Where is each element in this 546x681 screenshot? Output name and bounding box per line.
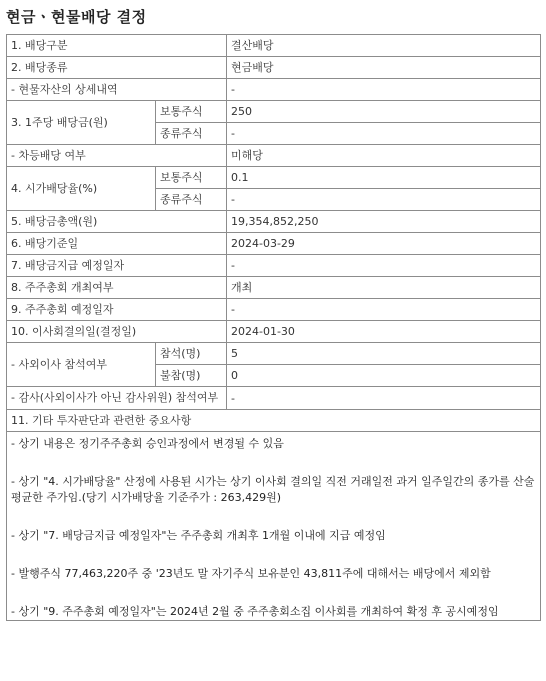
row-value: 0.1	[227, 167, 541, 189]
table-row	[7, 255, 541, 277]
row-label: 2. 배당종류	[7, 57, 227, 79]
table-row	[7, 410, 541, 432]
row-value: -	[227, 189, 541, 211]
row-label: - 현물자산의 상세내역	[7, 79, 227, 101]
row-label: 7. 배당금지급 예정일자	[7, 255, 227, 277]
row-label: 9. 주주총회 예정일자	[7, 299, 227, 321]
row-value: 현금배당	[227, 57, 541, 79]
note-text: - 상기 내용은 정기주주총회 승인과정에서 변경될 수 있음	[11, 437, 284, 450]
table-row	[7, 211, 541, 233]
common-share-label: 보통주식	[156, 167, 227, 189]
table-row	[7, 167, 541, 189]
row-label: 4. 시가배당율(%)	[7, 167, 156, 211]
table-row	[7, 387, 541, 410]
row-value: 5	[227, 343, 541, 365]
note-text: - 상기 "9. 주주총회 예정일자"는 2024년 2월 중 주주총회소집 이사회를 개최하여 확정 후 공시예정임	[11, 605, 499, 618]
row-label: - 사외이사 참석여부	[7, 343, 156, 387]
disclosure-table	[6, 34, 541, 621]
row-value: 0	[227, 365, 541, 387]
row-label: 6. 배당기준일	[7, 233, 227, 255]
row-value: 미해당	[227, 145, 541, 167]
table-row	[7, 343, 541, 365]
table-row	[7, 432, 541, 621]
row-value: -	[227, 79, 541, 101]
table-row	[7, 57, 541, 79]
row-label: 8. 주주총회 개최여부	[7, 277, 227, 299]
table-row	[7, 299, 541, 321]
row-value: 개최	[227, 277, 541, 299]
row-value: -	[227, 387, 541, 410]
table-row	[7, 145, 541, 167]
table-row	[7, 233, 541, 255]
row-label: 1. 배당구분	[7, 35, 227, 57]
note-text: - 상기 "4. 시가배당율" 산정에 사용된 시가는 상기 이사회 결의일 직전 거래일전 과거 일주일간의 종가를 산술평균한 주가임.(당기 시가배당율 기준주가 : 263,429원)	[11, 475, 535, 504]
present-count-label: 참석(명)	[156, 343, 227, 365]
row-value: 결산배당	[227, 35, 541, 57]
row-label: - 감사(사외이사가 아닌 감사위원) 참석여부	[7, 387, 227, 410]
common-share-label: 보통주식	[156, 101, 227, 123]
note-text: - 발행주식 77,463,220주 중 '23년도 말 자기주식 보유분인 43,811주에 대해서는 배당에서 제외함	[11, 567, 491, 580]
table-row	[7, 101, 541, 123]
row-label: 11. 기타 투자판단과 관련한 중요사항	[7, 410, 541, 432]
table-row	[7, 277, 541, 299]
note-text: - 상기 "7. 배당금지급 예정일자"는 주주총회 개최후 1개월 이내에 지급 예정임	[11, 529, 386, 542]
preferred-share-label: 종류주식	[156, 189, 227, 211]
row-label: - 차등배당 여부	[7, 145, 227, 167]
row-value: 2024-03-29	[227, 233, 541, 255]
notes-cell	[7, 432, 541, 621]
row-value: -	[227, 255, 541, 277]
page-title: 현금ㆍ현물배당 결정	[6, 8, 147, 26]
row-value: -	[227, 299, 541, 321]
row-label: 3. 1주당 배당금(원)	[7, 101, 156, 145]
row-label: 5. 배당금총액(원)	[7, 211, 227, 233]
row-value: 19,354,852,250	[227, 211, 541, 233]
row-value: 250	[227, 101, 541, 123]
table-row	[7, 35, 541, 57]
preferred-share-label: 종류주식	[156, 123, 227, 145]
row-value: 2024-01-30	[227, 321, 541, 343]
row-value: -	[227, 123, 541, 145]
table-row	[7, 321, 541, 343]
absent-count-label: 불참(명)	[156, 365, 227, 387]
row-label: 10. 이사회결의일(결정일)	[7, 321, 227, 343]
table-row	[7, 79, 541, 101]
